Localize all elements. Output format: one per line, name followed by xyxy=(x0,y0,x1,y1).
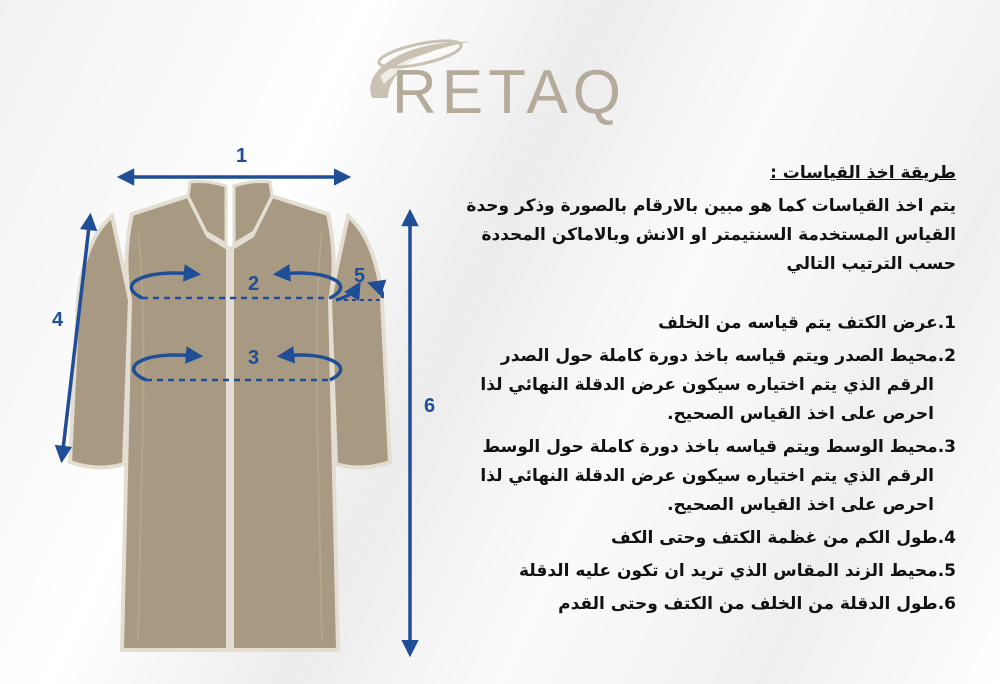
step-item xyxy=(456,524,956,553)
step-text: احرص على اخذ القياس الصحيح. xyxy=(667,404,934,424)
step-number: 2. xyxy=(937,346,956,366)
step-text: محيط الزند المقاس الذي تريد ان تكون عليه الدقلة xyxy=(518,561,938,581)
step-number: 3. xyxy=(937,437,956,457)
label-1-shoulder: 1 xyxy=(236,145,248,167)
step-text: محيط الصدر ويتم قياسه باخذ دورة كاملة حول الصدر xyxy=(500,346,938,366)
steps-list xyxy=(456,309,956,619)
step-text: طول الدقلة من الخلف من الكتف وحتى القدم xyxy=(558,594,938,614)
step-text: محيط الوسط ويتم قياسه باخذ دورة كاملة حول الوسط xyxy=(482,437,938,457)
step-item xyxy=(456,309,956,338)
thobe-garment-icon xyxy=(70,182,390,651)
brand-name: RETAQ xyxy=(392,58,626,127)
label-6-length: 6 xyxy=(424,395,436,417)
step-number: 6. xyxy=(937,594,956,614)
step-text: عرض الكتف يتم قياسه من الخلف xyxy=(658,313,938,333)
step-item xyxy=(456,590,956,619)
intro-line: حسب الترتيب التالي xyxy=(786,254,956,274)
label-4-sleeve: 4 xyxy=(52,309,64,331)
step-item xyxy=(456,557,956,586)
intro-line: القياس المستخدمة السنتيمتر او الانش وبالاماكن المحددة xyxy=(481,225,956,245)
instructions-heading: طريقة اخذ القياسات : xyxy=(770,163,956,183)
label-5-bicep: 5 xyxy=(354,265,366,287)
step-text: احرص على اخذ القياس الصحيح. xyxy=(667,495,934,515)
instructions-panel xyxy=(456,160,956,623)
step-number: 5. xyxy=(937,561,956,581)
thobe-measurement-diagram xyxy=(0,130,460,684)
intro-line: يتم اخذ القياسات كما هو مبين بالارقام بالصورة وذكر وحدة xyxy=(466,196,956,216)
step-text: الرقم الذي يتم اختياره سيكون عرض الدقلة النهائي لذا xyxy=(480,375,934,395)
step-item xyxy=(456,342,956,429)
step-number: 4. xyxy=(937,528,956,548)
label-3-waist: 3 xyxy=(248,347,260,369)
label-2-chest: 2 xyxy=(248,273,260,295)
step-number: 1. xyxy=(937,313,956,333)
step-text: طول الكم من غظمة الكتف وحتى الكف xyxy=(611,528,938,548)
step-text: الرقم الذي يتم اختياره سيكون عرض الدقلة النهائي لذا xyxy=(480,466,934,486)
step-item xyxy=(456,433,956,520)
